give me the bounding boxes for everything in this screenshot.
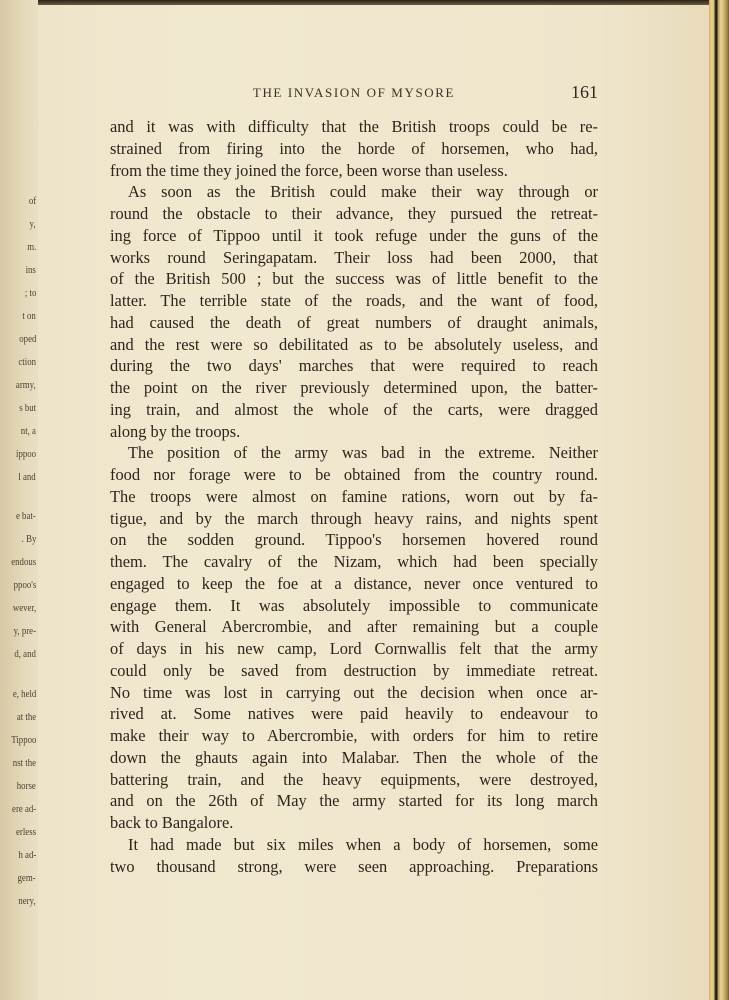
text-line: during the two days' marches that were required to reach: [110, 356, 598, 376]
gutter-fragment: oped: [18, 333, 36, 345]
text-line: tigue, and by the march through heavy rains, and nights spent: [110, 508, 598, 528]
page-header: [110, 82, 598, 106]
text-line: from the time they joined the force, been worse than useless.: [110, 160, 508, 180]
gutter-fragment: nst the: [12, 757, 36, 769]
gutter-fragment: wever,: [12, 602, 36, 614]
text-line: the point on the river previously determined upon, the batter-: [110, 378, 598, 397]
text-line: ing train, and almost the whole of the carts, were dragged: [110, 399, 598, 419]
text-line: battering train, and the heavy equipments, were destroyed,: [110, 769, 598, 789]
gutter-fragment: t on: [22, 310, 36, 322]
text-line: rived at. Some natives were paid heavily to endeavour to: [110, 704, 598, 724]
gutter-fragment: horse: [16, 780, 36, 792]
text-line: two thousand strong, were seen approaching. Preparations: [110, 856, 598, 876]
gutter-fragment: of: [28, 195, 36, 207]
text-line: latter. The terrible state of the roads, and the want of food,: [110, 291, 598, 310]
page-number: 161: [571, 82, 598, 102]
text-line: No time was lost in carrying out the decision when once ar-: [110, 682, 598, 702]
facing-page-text-fragments: [0, 0, 36, 1000]
gutter-fragment: at the: [16, 711, 36, 723]
gutter-fragment: y,: [29, 218, 36, 230]
text-line: and it was with difficulty that the British troops could be re-: [110, 117, 598, 136]
gutter-fragment: m.: [26, 241, 36, 253]
text-line: works round Seringapatam. Their loss had been 2000, that: [110, 247, 598, 267]
running-title: THE INVASION OF MYSORE: [252, 85, 456, 100]
gutter-fragment: gem-: [17, 872, 36, 884]
text-line: engage them. It was absolutely impossible to communicate: [110, 595, 598, 615]
gutter-fragment: ippoo: [15, 448, 36, 460]
gutter-fragment: e bat-: [16, 510, 36, 522]
gutter-fragment: l and: [18, 471, 36, 483]
facing-page-gutter: [0, 0, 38, 1000]
text-line: back to Bangalore.: [110, 813, 234, 832]
text-line: on the sodden ground. Tippoo's horsemen hovered round: [110, 530, 598, 550]
gutter-fragment: nt, a: [20, 425, 36, 437]
gutter-fragment: ction: [18, 356, 36, 368]
text-line: engaged to keep the foe at a distance, never once ventured to: [110, 573, 598, 593]
text-line: ing force of Tippoo until it took refuge under the guns of the: [110, 225, 598, 245]
text-line: strained from firing into the horde of horsemen, who had,: [110, 138, 598, 158]
body-text: [110, 116, 598, 877]
gutter-fragment: s but: [19, 402, 36, 414]
text-line: The troops were almost on famine rations, worn out by fa-: [110, 486, 598, 506]
book-spine-edge: [709, 0, 729, 1000]
gutter-fragment: d, and: [14, 648, 36, 660]
text-line: As soon as the British could make their way through or: [128, 182, 598, 202]
gutter-fragment: ppoo's: [13, 579, 36, 591]
text-line: them. The cavalry of the Nizam, which had been specially: [110, 552, 598, 571]
text-line: had caused the death of great numbers of draught animals,: [110, 312, 598, 332]
gutter-fragment: . By: [21, 533, 36, 545]
text-line: and on the 26th of May the army started for its long march: [110, 791, 598, 811]
text-line: of the British 500 ; but the success was of little benefit to the: [110, 269, 598, 289]
gutter-fragment: army,: [16, 379, 36, 391]
text-line: make their way to Abercrombie, with orders for him to retire: [110, 726, 598, 745]
text-line: could only be saved from destruction by immediate retreat.: [110, 660, 598, 680]
text-line: with General Abercrombie, and after remaining but a couple: [110, 617, 598, 637]
gutter-fragment: ins: [25, 264, 36, 276]
gutter-fragment: Tippoo: [10, 734, 36, 746]
gutter-fragment: nery,: [18, 895, 36, 907]
page-top-edge: [0, 0, 729, 5]
gutter-fragment: ere ad-: [11, 803, 36, 815]
text-line: down the ghauts again into Malabar. Then the whole of the: [110, 747, 598, 767]
text-line: round the obstacle to their advance, they pursued the retreat-: [110, 204, 598, 223]
gutter-fragment: e, held: [12, 688, 36, 700]
gutter-fragment: erless: [15, 826, 36, 838]
gutter-fragment: h ad-: [18, 849, 36, 861]
text-line: along by the troops.: [110, 421, 241, 441]
text-line: The position of the army was bad in the extreme. Neither: [128, 443, 598, 463]
text-line: food nor forage were to be obtained from the country round.: [110, 465, 598, 484]
text-line: and the rest were so debilitated as to be absolutely useless, and: [110, 334, 598, 354]
gutter-fragment: endous: [11, 556, 36, 568]
text-line: It had made but six miles when a body of horsemen, some: [128, 834, 598, 854]
text-line: of days in his new camp, Lord Cornwallis felt that the army: [110, 639, 598, 658]
gutter-fragment: y, pre-: [13, 625, 36, 637]
gutter-fragment: ; to: [24, 287, 36, 299]
